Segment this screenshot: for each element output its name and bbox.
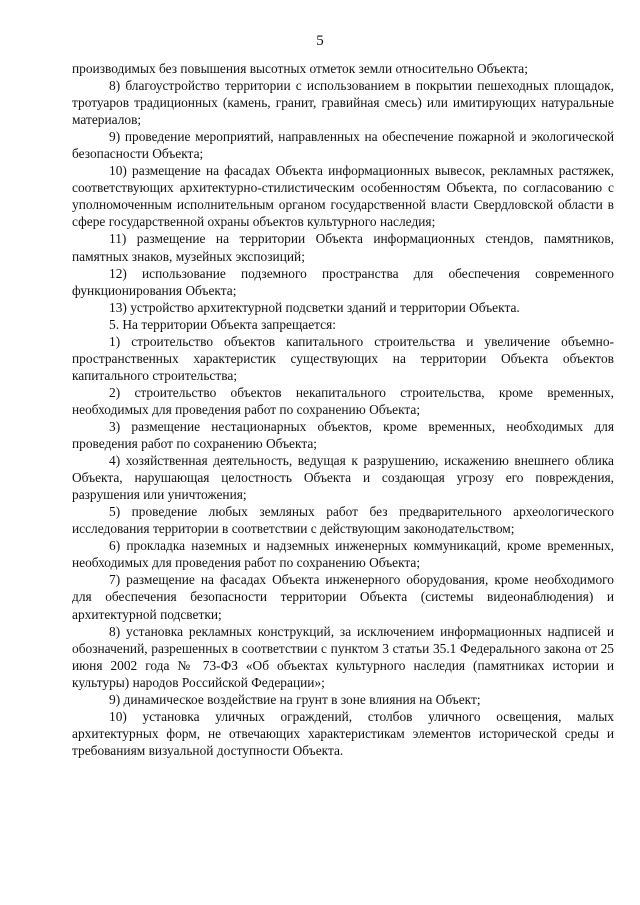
paragraph-item-10: 10) размещение на фасадах Объекта информационных вывесок, рекламных растяжек, соответствующих архитектурно-стилистическим особенностям Объекта, по согласованию с уполномоченным исполнительным органом государственной власти Свердловской области в сфере государственной охраны объектов культурного наследия;: [72, 163, 614, 230]
paragraph-item-11: 11) размещение на территории Объекта информационных стендов, памятников, памятных знаков, музейных экспозиций;: [72, 231, 614, 264]
paragraph-item-12: 12) использование подземного пространства для обеспечения современного функционирования Объекта;: [72, 265, 614, 298]
prohibition-item-9: 9) динамическое воздействие на грунт в зоне влияния на Объект;: [109, 691, 481, 707]
section-5-heading: 5. На территории Объекта запрещается:: [109, 316, 336, 332]
prohibition-item-5: 5) проведение любых земляных работ без предварительного археологического исследования территории в соответствии с действующим законодательством;: [72, 504, 614, 537]
prohibition-item-8: 8) установка рекламных конструкций, за исключением информационных надписей и обозначений, разрешенных в соответствии с пунктом 3 статьи 35.1 Федерального закона от 25 июня 2002 года № 73-ФЗ «Об объектах культурного наследия (памятниках истории и культуры) народов Российской Федерации»;: [72, 623, 614, 690]
prohibition-item-7: 7) размещение на фасадах Объекта инженерного оборудования, кроме необходимого для обеспечения безопасности территории Объекта (системы видеонаблюдения) и архитектурной подсветки;: [72, 572, 614, 622]
paragraph-item-13: 13) устройство архитектурной подсветки зданий и территории Объекта.: [109, 299, 520, 315]
paragraph-continuation: производимых без повышения высотных отметок земли относительно Объекта;: [72, 61, 528, 76]
prohibition-item-1: 1) строительство объектов капитального строительства и увеличение объемно-пространственных характеристик существующих на территории Объекта объектов капитального строительства;: [72, 333, 614, 383]
paragraph-item-9: 9) проведение мероприятий, направленных на обеспечение пожарной и экологической безопасности Объекта;: [72, 129, 614, 162]
page-number: 5: [316, 33, 324, 49]
prohibition-item-6: 6) прокладка наземных и надземных инженерных коммуникаций, кроме временных, необходимых для проведения работ по сохранению Объекта;: [72, 538, 614, 571]
prohibition-item-3: 3) размещение нестационарных объектов, кроме временных, необходимых для проведения работ по сохранению Объекта;: [72, 418, 614, 452]
prohibition-item-4: 4) хозяйственная деятельность, ведущая к разрушению, искажению внешнего облика Объекта, нарушающая целостность Объекта и создающая угрозу его повреждения, разрушения или уничтожения;: [72, 453, 614, 503]
prohibition-item-2: 2) строительство объектов некапитального строительства, кроме временных, необходимых для проведения работ по сохранению Объекта;: [72, 384, 614, 417]
prohibition-item-10: 10) установка уличных ограждений, столбов уличного освещения, малых архитектурных форм, не отвечающих характеристикам элементов исторической среды и требованиям визуальной доступности Объекта.: [72, 708, 614, 758]
paragraph-item-8: 8) благоустройство территории с использованием в покрытии пешеходных площадок, тротуаров традиционных (камень, гранит, гравийная смесь) или имитирующих натуральные материалов;: [72, 78, 614, 128]
document-body: [72, 60, 614, 759]
